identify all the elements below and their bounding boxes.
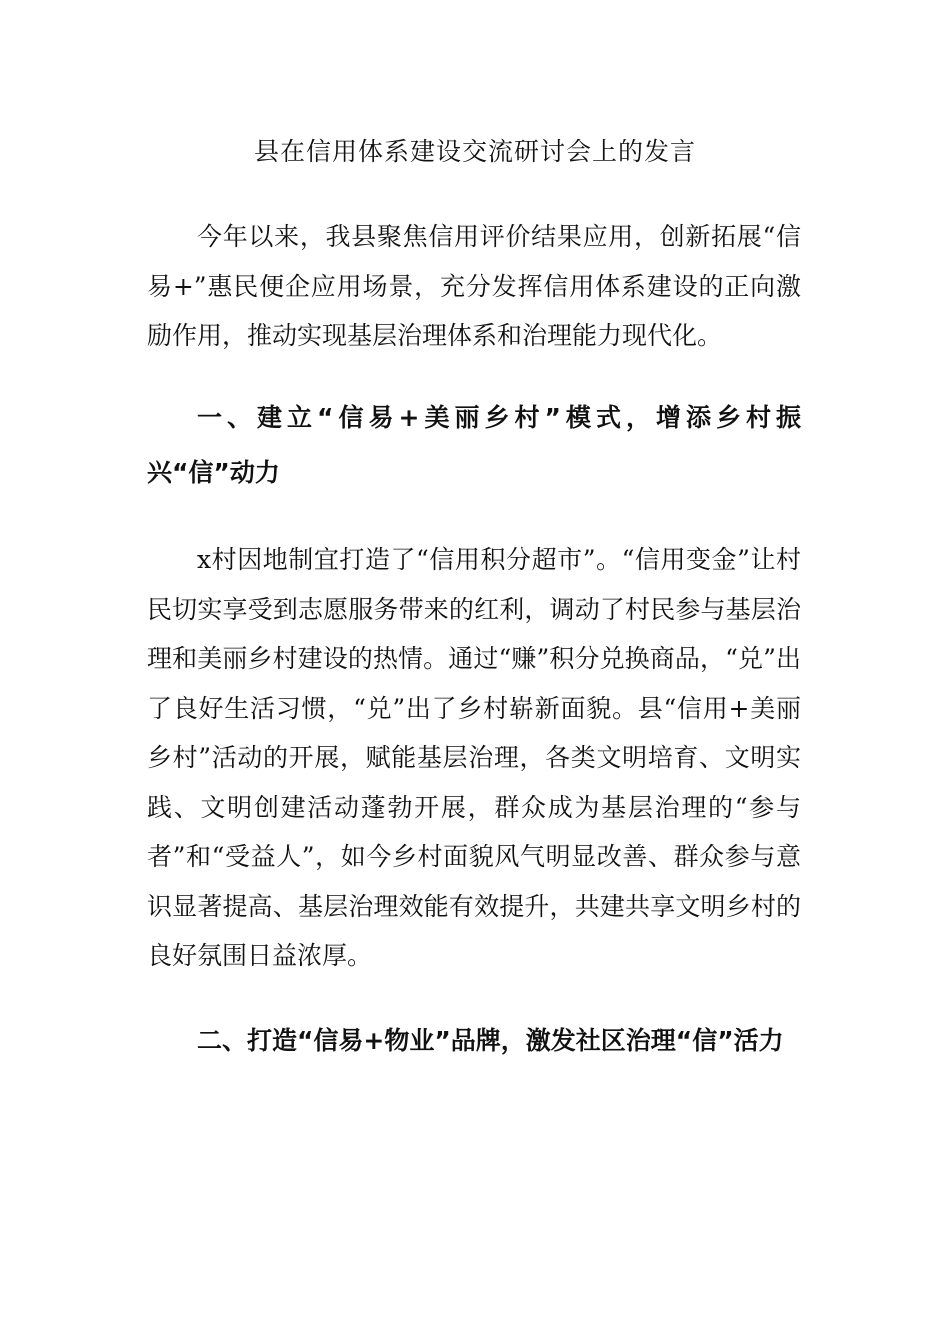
section-heading-1: 一、建立“信易+美丽乡村”模式，增添乡村振兴“信”动力 (147, 403, 801, 487)
intro-paragraph: 今年以来，我县聚焦信用评价结果应用，创新拓展“信易+”惠民便企应用场景，充分发挥信用体系建设的正向激励作用，推动实现基层治理体系和治理能力现代化。 (147, 222, 801, 350)
section-body-1: x村因地制宜打造了“信用积分超市”。“信用变金”让村民切实享受到志愿服务带来的红利，调动了村民参与基层治理和美丽乡村建设的热情。通过“赚”积分兑换商品，“兑”出了良好生活习惯，“兑”出了乡村崭新面貌。县“信用+美丽乡村”活动的开展，赋能基层治理，各类文明培育、文明实践、文明创建活动蓬勃开展，群众成为基层治理的“参与者”和“受益人”，如今乡村面貌风气明显改善、群众参与意识显著提高、基层治理效能有效提升，共建共享文明乡村的良好氛围日益浓厚。 (147, 545, 801, 970)
document-title: 县在信用体系建设交流研讨会上的发言 (253, 137, 696, 166)
section-heading-2: 二、打造“信易+物业”品牌，激发社区治理“信”活力 (197, 1026, 784, 1055)
